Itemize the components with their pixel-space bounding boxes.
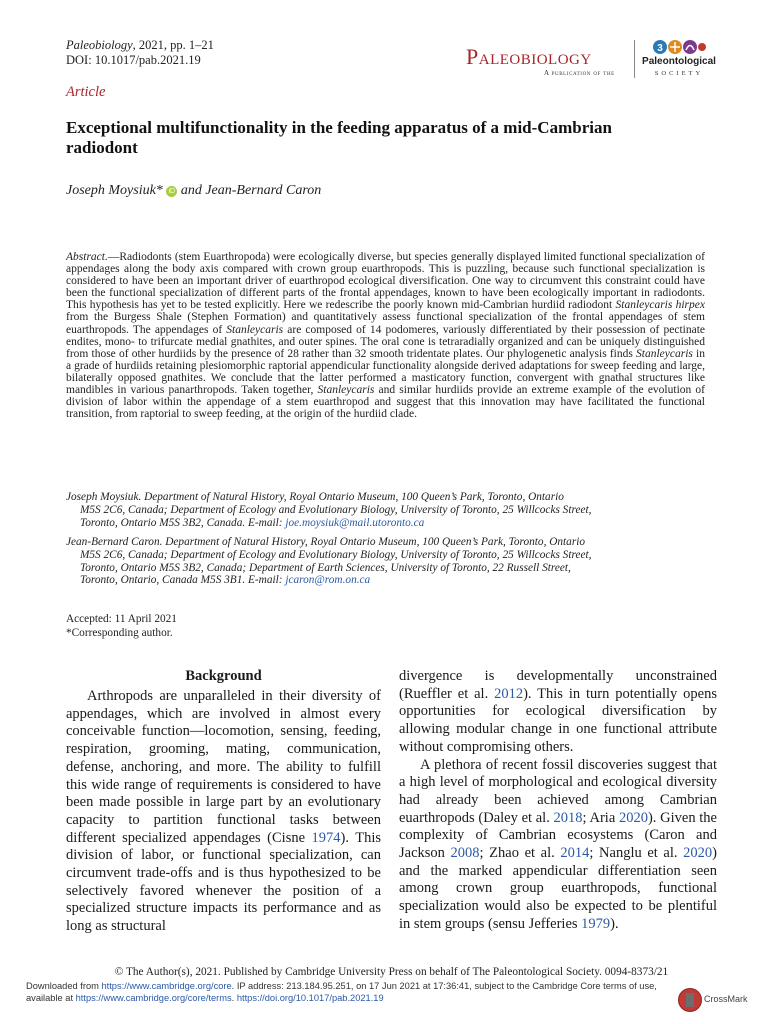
body-text: ).: [610, 915, 619, 932]
society-name: Paleontological: [642, 56, 716, 67]
body-text: ; Aria: [582, 809, 619, 826]
corresponding-note: *Corresponding author.: [66, 626, 173, 639]
email-link-moysiuk[interactable]: joe.moysiuk@mail.utoronto.ca: [285, 516, 425, 529]
affiliation-line: Jean-Bernard Caron. Department of Natural History, Royal Ontario Museum, 100 Queen’s Park, Toronto, Ontario: [66, 536, 586, 548]
abstract-text: —Radiodonts (stem Euarthropoda) were ecologically diverse, but species generally displayed limited functional specialization of appendages along the body axis compared with crown group euarthropods. This is puzzling, because such functional specialization is considered to have been an important driver of euarthropod ecological diversification. One way to circumvent this constraint could have been the functional specialization of different parts of the frontal appendages, known to have been ecologically important in radiodonts. This hypothesis has yet to be tested explicitly. Here we redescribe the poorly known mid-Cambrian hurdiid radiodont: [66, 251, 705, 312]
affiliation-line: Joseph Moysiuk. Department of Natural History, Royal Ontario Museum, 100 Queen’s Park, Toronto, Ontario: [66, 491, 564, 503]
logo-title: Paleobiology: [466, 44, 592, 69]
notice-text: Downloaded from: [26, 981, 102, 991]
citation-link[interactable]: 1979: [581, 915, 611, 932]
abstract-text: in a grade of hurdiids retaining plesiomorphic raptorial appendicular functionality alongside derived adaptations for sweep feeding and large, bilaterally opposed gnathites. We conclude that the latter performed a masticatory function, convergent with gnathal structures like mandibles in various panarthropods. Taken together,: [66, 347, 705, 397]
logo-subtitle: A publication of the: [544, 69, 615, 77]
authors: [66, 183, 321, 199]
citation-link[interactable]: 2020: [618, 809, 648, 826]
affiliation-line: M5S 2C6, Canada; Department of Ecology and Evolutionary Biology, University of Toronto, 25 Willcocks Street,: [80, 548, 592, 561]
body-column-right: [399, 668, 717, 934]
author-moysiuk: Joseph Moysiuk*: [66, 183, 163, 198]
cambridge-core-link[interactable]: https://www.cambridge.org/core: [101, 981, 232, 991]
notice-text: .: [231, 992, 237, 1003]
society-emblem-icon: [642, 38, 716, 56]
affiliation-text: Toronto, Ontario, Canada M5S 3B1. E-mail:: [80, 574, 286, 587]
body-text: ) and the marked appendicular differentiation seen among crown group euarthropods, functional specialization would also be expected to be plentiful in stem groups (sensu Jefferies: [399, 845, 717, 932]
notice-text: . IP address: 213.184.95.251, on 17 Jun 2021 at 17:36:41, subject to the Cambridge Core terms of use, available at: [26, 981, 657, 1003]
body-text: ). Given the complexity of Cambrian ecosystems (Caron and Jackson: [399, 809, 717, 862]
abstract-text: from the Burgess Shale (Stephen Formation) and quantitatively assess functional specialization of the frontal appendages of stem euarthropods. The appendages of: [66, 311, 705, 336]
section-heading: Background: [185, 668, 262, 684]
body-paragraph: [66, 688, 381, 936]
accepted-info: [66, 613, 177, 640]
citation-link[interactable]: 1974: [311, 829, 341, 846]
body-text: divergence is developmentally unconstrained (Rueffler et al.: [399, 668, 717, 702]
body-column-left: [66, 668, 381, 936]
body-text: Arthropods are unparalleled in their diversity of appendages, which are involved in almost every conceivable function—locomotion, sensing, feeding, respiration, grooming, mating, communication, defense, anchoring, and more. The ability to fulfill this wide range of requirements is considered to have been made possible in large part by an evolutionary capacity to partition functional tasks between different specialized appendages (Cisne: [66, 688, 381, 846]
doi-link[interactable]: https://doi.org/10.1017/pab.2021.19: [236, 992, 384, 1003]
taxon-name: Stanleycaris hirpex: [615, 299, 705, 312]
accepted-date: Accepted: 11 April 2021: [66, 613, 177, 625]
citation-link[interactable]: 2014: [560, 845, 590, 862]
article-title: Exceptional multifunctionality in the feeding apparatus of a mid-Cambrian radiodont: [66, 118, 612, 157]
affiliation-line: [66, 574, 716, 587]
affiliation-line: [66, 517, 716, 530]
body-text: ). This division of labor, or functional specialization, can circumvent trade-offs and is thus hypothesized to be selectively favored whenever the position of a specialized structure impacts its performance and as long as structural: [66, 829, 381, 935]
svg-text:3: 3: [657, 43, 663, 54]
article-type: Article: [66, 84, 106, 100]
copyright-line: © The Author(s), 2021. Published by Cambridge University Press on behalf of The Paleontological Society. 0094-8373/21: [114, 966, 669, 978]
download-notice: [26, 981, 666, 1004]
body-text: A plethora of recent fossil discoveries suggest that a high level of morphological and ecological diversity had already been achieved among Cambrian euarthropods (Daley et al.: [399, 756, 717, 826]
journal-meta: [66, 38, 214, 68]
affiliation-caron: [66, 536, 716, 587]
affiliation-line: M5S 2C6, Canada; Department of Ecology and Evolutionary Biology, University of Toronto, 25 Willcocks Street,: [80, 503, 592, 516]
doi[interactable]: DOI: 10.1017/pab.2021.19: [66, 53, 201, 67]
author-caron: and Jean-Bernard Caron: [180, 183, 322, 198]
journal-logo: [466, 38, 716, 80]
journal-name: Paleobiology: [66, 38, 133, 52]
crossmark-badge[interactable]: [678, 988, 748, 1012]
affiliation-moysiuk: [66, 491, 716, 529]
logo-divider: [634, 40, 635, 78]
citation-link[interactable]: 2008: [450, 845, 480, 862]
abstract-label: Abstract.: [66, 251, 108, 263]
citation-link[interactable]: 2020: [683, 845, 713, 862]
abstract-text: are composed of 14 podomeres, variously differentiated by their possession of pectinate endites, mono- to trifurcate medial gnathites, and outer spines. The oral cone is tetraradially organized and can be uniquely distinguished from those of other hurdiids by the presence of 28 rather than 32 smooth tridentate plates. Our phylogenetic analysis finds: [66, 323, 705, 360]
affiliation-text: Toronto, Ontario M5S 3B2, Canada. E-mail:: [80, 516, 286, 529]
body-paragraph: [399, 757, 717, 934]
taxon-name: Stanleycaris: [226, 323, 284, 336]
society-word: SOCIETY: [654, 70, 704, 77]
body-text: ; Nanglu et al.: [589, 845, 684, 862]
crossmark-icon: [678, 988, 702, 1012]
journal-volume-pages: , 2021, pp. 1–21: [132, 38, 214, 52]
terms-link[interactable]: https://www.cambridge.org/core/terms: [75, 992, 232, 1003]
taxon-name: Stanleycaris: [636, 347, 693, 360]
body-text: ). This in turn potentially opens opportunities for ecological diversification by allowing modular change in one functional attribute without compromising others.: [399, 685, 717, 755]
citation-link[interactable]: 2012: [494, 685, 524, 702]
body-text: ; Zhao et al.: [479, 845, 561, 862]
abstract-text: and similar hurdiids provide an extreme example of the evolution of division of labor within the appendage of a stem euarthropod and suggest that this innovation may have facilitated the functional transition, from raptorial to sweep feeding, at the origin of the hurdiid clade.: [66, 384, 705, 421]
body-paragraph: [399, 668, 717, 757]
taxon-name: Stanleycaris: [317, 384, 375, 397]
crossmark-label: CrossMark: [704, 994, 748, 1004]
orcid-icon[interactable]: iD: [166, 186, 177, 197]
abstract: [66, 251, 705, 420]
citation-link[interactable]: 2018: [553, 809, 583, 826]
affiliation-line: Toronto, Ontario M5S 3B2, Canada; Department of Earth Sciences, University of Toronto, 22 Russell Street,: [80, 561, 571, 574]
email-link-caron[interactable]: jcaron@rom.on.ca: [285, 574, 371, 587]
